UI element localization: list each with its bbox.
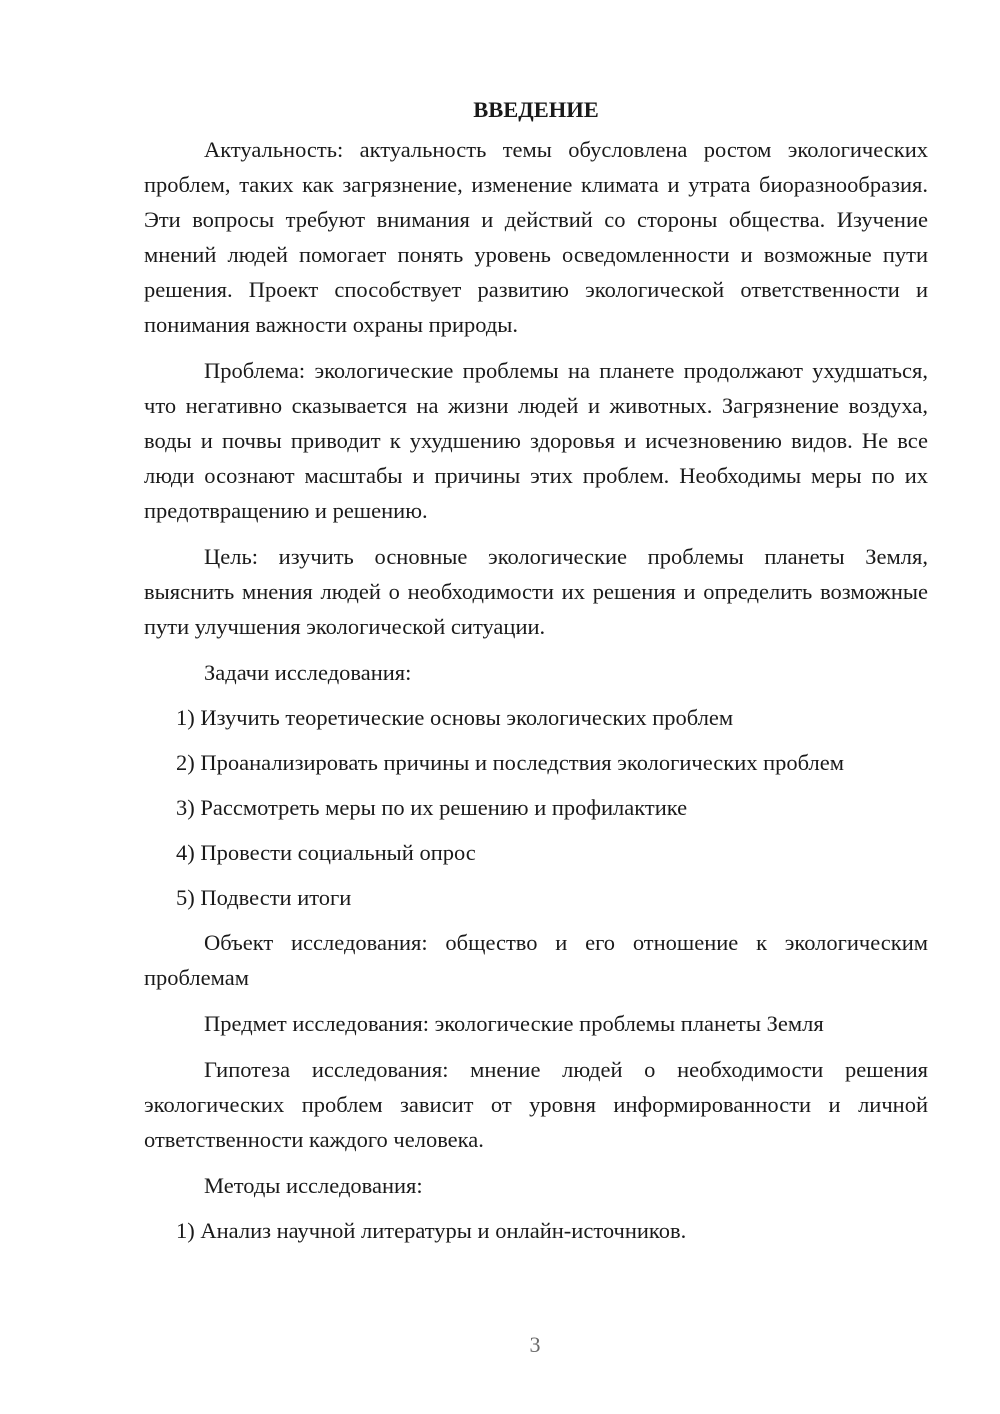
section-title: ВВЕДЕНИЕ [473,97,599,122]
task-item: 3) Рассмотреть меры по их решению и профилактике [176,795,688,820]
methods-label: Методы исследования: [204,1173,423,1198]
object-paragraph: Объект исследования: общество и его отношение к экологическим проблемам [144,930,928,990]
page-content [144,92,928,1258]
problem-paragraph: Проблема: экологические проблемы на планете продолжают ухудшаться, что негативно сказывается на жизни людей и животных. Загрязнение воздуха, воды и почвы приводит к ухудшению здоровья и исчезновению видов. Не все люди осознают масштабы и причины этих проблем. Необходимы меры по их предотвращению и решению. [144,358,928,523]
subject-paragraph: Предмет исследования: экологические проблемы планеты Земля [204,1011,824,1036]
task-item: 4) Провести социальный опрос [176,840,476,865]
task-item: 5) Подвести итоги [176,885,352,910]
task-item: 2) Проанализировать причины и последствия экологических проблем [176,750,845,775]
goal-paragraph: Цель: изучить основные экологические проблемы планеты Земля, выяснить мнения людей о необходимости их решения и определить возможные пути улучшения экологической ситуации. [144,544,928,639]
method-item: 1) Анализ научной литературы и онлайн-источников. [176,1218,687,1243]
page-number: 3 [529,1332,541,1357]
task-item: 1) Изучить теоретические основы экологических проблем [176,705,734,730]
tasks-label: Задачи исследования: [204,660,412,685]
relevance-paragraph: Актуальность: актуальность темы обусловлена ростом экологических проблем, таких как загрязнение, изменение климата и утрата биоразнообразия. Эти вопросы требуют внимания и действий со стороны общества. Изучение мнений людей помогает понять уровень осведомленности и возможные пути решения. Проект способствует развитию экологической ответственности и понимания важности охраны природы. [144,137,928,337]
hypothesis-paragraph: Гипотеза исследования: мнение людей о необходимости решения экологических проблем зависит от уровня информированности и личной ответственности каждого человека. [144,1057,928,1152]
